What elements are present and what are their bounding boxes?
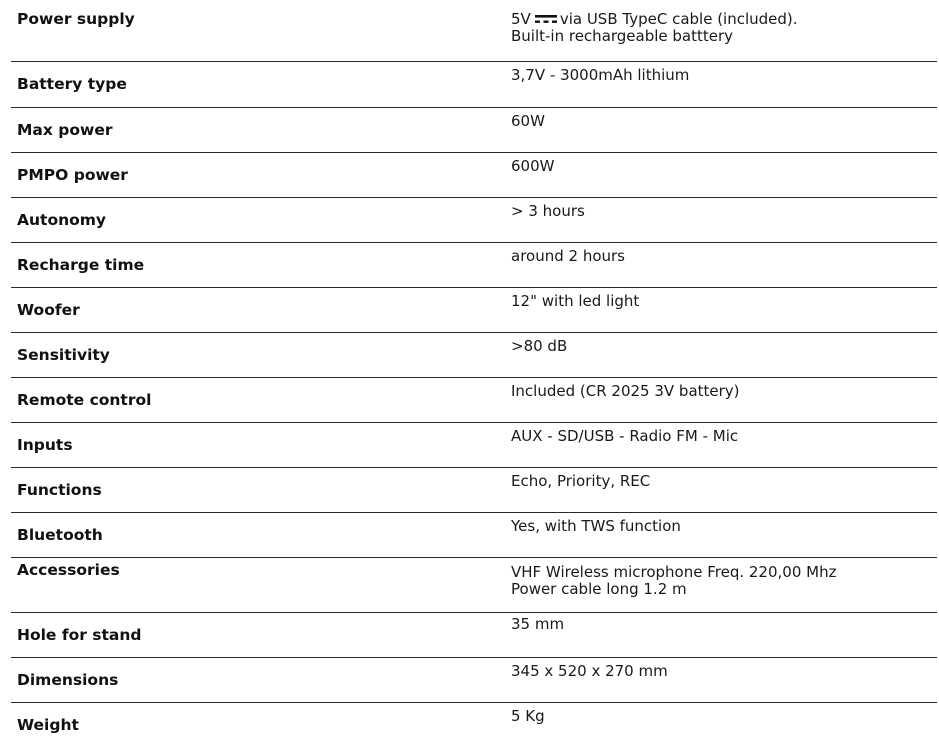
spec-row-dimensions xyxy=(11,658,937,703)
spec-value-text: via USB TypeC cable (included). xyxy=(559,10,798,28)
spec-value: 5 Kg xyxy=(511,707,545,725)
spec-row-accessories xyxy=(11,558,937,613)
spec-label: Functions xyxy=(17,481,102,499)
spec-label: PMPO power xyxy=(17,166,128,184)
spec-value: Included (CR 2025 3V battery) xyxy=(511,382,740,400)
spec-row-hole-for-stand xyxy=(11,613,937,658)
spec-row-bluetooth xyxy=(11,513,937,558)
spec-value: Yes, with TWS function xyxy=(511,517,681,535)
spec-label: Hole for stand xyxy=(17,626,142,644)
spec-value: 600W xyxy=(511,157,555,175)
spec-row-pmpo-power xyxy=(11,153,937,198)
spec-value: >80 dB xyxy=(511,337,568,355)
spec-label: Recharge time xyxy=(17,256,145,274)
spec-label: Inputs xyxy=(17,436,73,454)
spec-value xyxy=(511,11,798,45)
spec-value: 3,7V - 3000mAh lithium xyxy=(511,66,690,84)
spec-label: Sensitivity xyxy=(17,346,110,364)
spec-label: Autonomy xyxy=(17,211,107,229)
spec-label: Accessories xyxy=(17,561,120,579)
spec-label: Woofer xyxy=(17,301,80,319)
spec-label: Remote control xyxy=(17,391,152,409)
spec-value: Echo, Priority, REC xyxy=(511,472,651,490)
spec-row-recharge-time xyxy=(11,243,937,288)
spec-row-power-supply xyxy=(11,0,937,62)
spec-label: Bluetooth xyxy=(17,526,103,544)
dc-current-icon xyxy=(535,14,557,24)
spec-row-battery-type xyxy=(11,62,937,108)
spec-value: around 2 hours xyxy=(511,247,625,265)
spec-value: 12" with led light xyxy=(511,292,640,310)
spec-row-inputs xyxy=(11,423,937,468)
spec-label: Max power xyxy=(17,121,113,139)
spec-row-woofer xyxy=(11,288,937,333)
spec-value-text-line2: Built-in rechargeable batttery xyxy=(511,27,734,45)
spec-value-text: 5V xyxy=(511,10,531,28)
spec-value: 60W xyxy=(511,112,545,130)
spec-label: Power supply xyxy=(17,10,135,28)
spec-label: Dimensions xyxy=(17,671,119,689)
spec-label: Battery type xyxy=(17,75,127,93)
spec-table xyxy=(11,0,937,753)
spec-value-text: VHF Wireless microphone Freq. 220,00 Mhz xyxy=(511,563,837,581)
spec-row-functions xyxy=(11,468,937,513)
spec-row-sensitivity xyxy=(11,333,937,378)
spec-value xyxy=(511,564,836,598)
spec-value: AUX - SD/USB - Radio FM - Mic xyxy=(511,427,739,445)
spec-value-text-line2: Power cable long 1.2 m xyxy=(511,580,687,598)
spec-value: 35 mm xyxy=(511,615,565,633)
spec-value: > 3 hours xyxy=(511,202,585,220)
spec-row-max-power xyxy=(11,108,937,153)
spec-row-weight xyxy=(11,703,937,753)
spec-row-remote-control xyxy=(11,378,937,423)
spec-value: 345 x 520 x 270 mm xyxy=(511,662,668,680)
spec-label: Weight xyxy=(17,716,79,734)
spec-row-autonomy xyxy=(11,198,937,243)
